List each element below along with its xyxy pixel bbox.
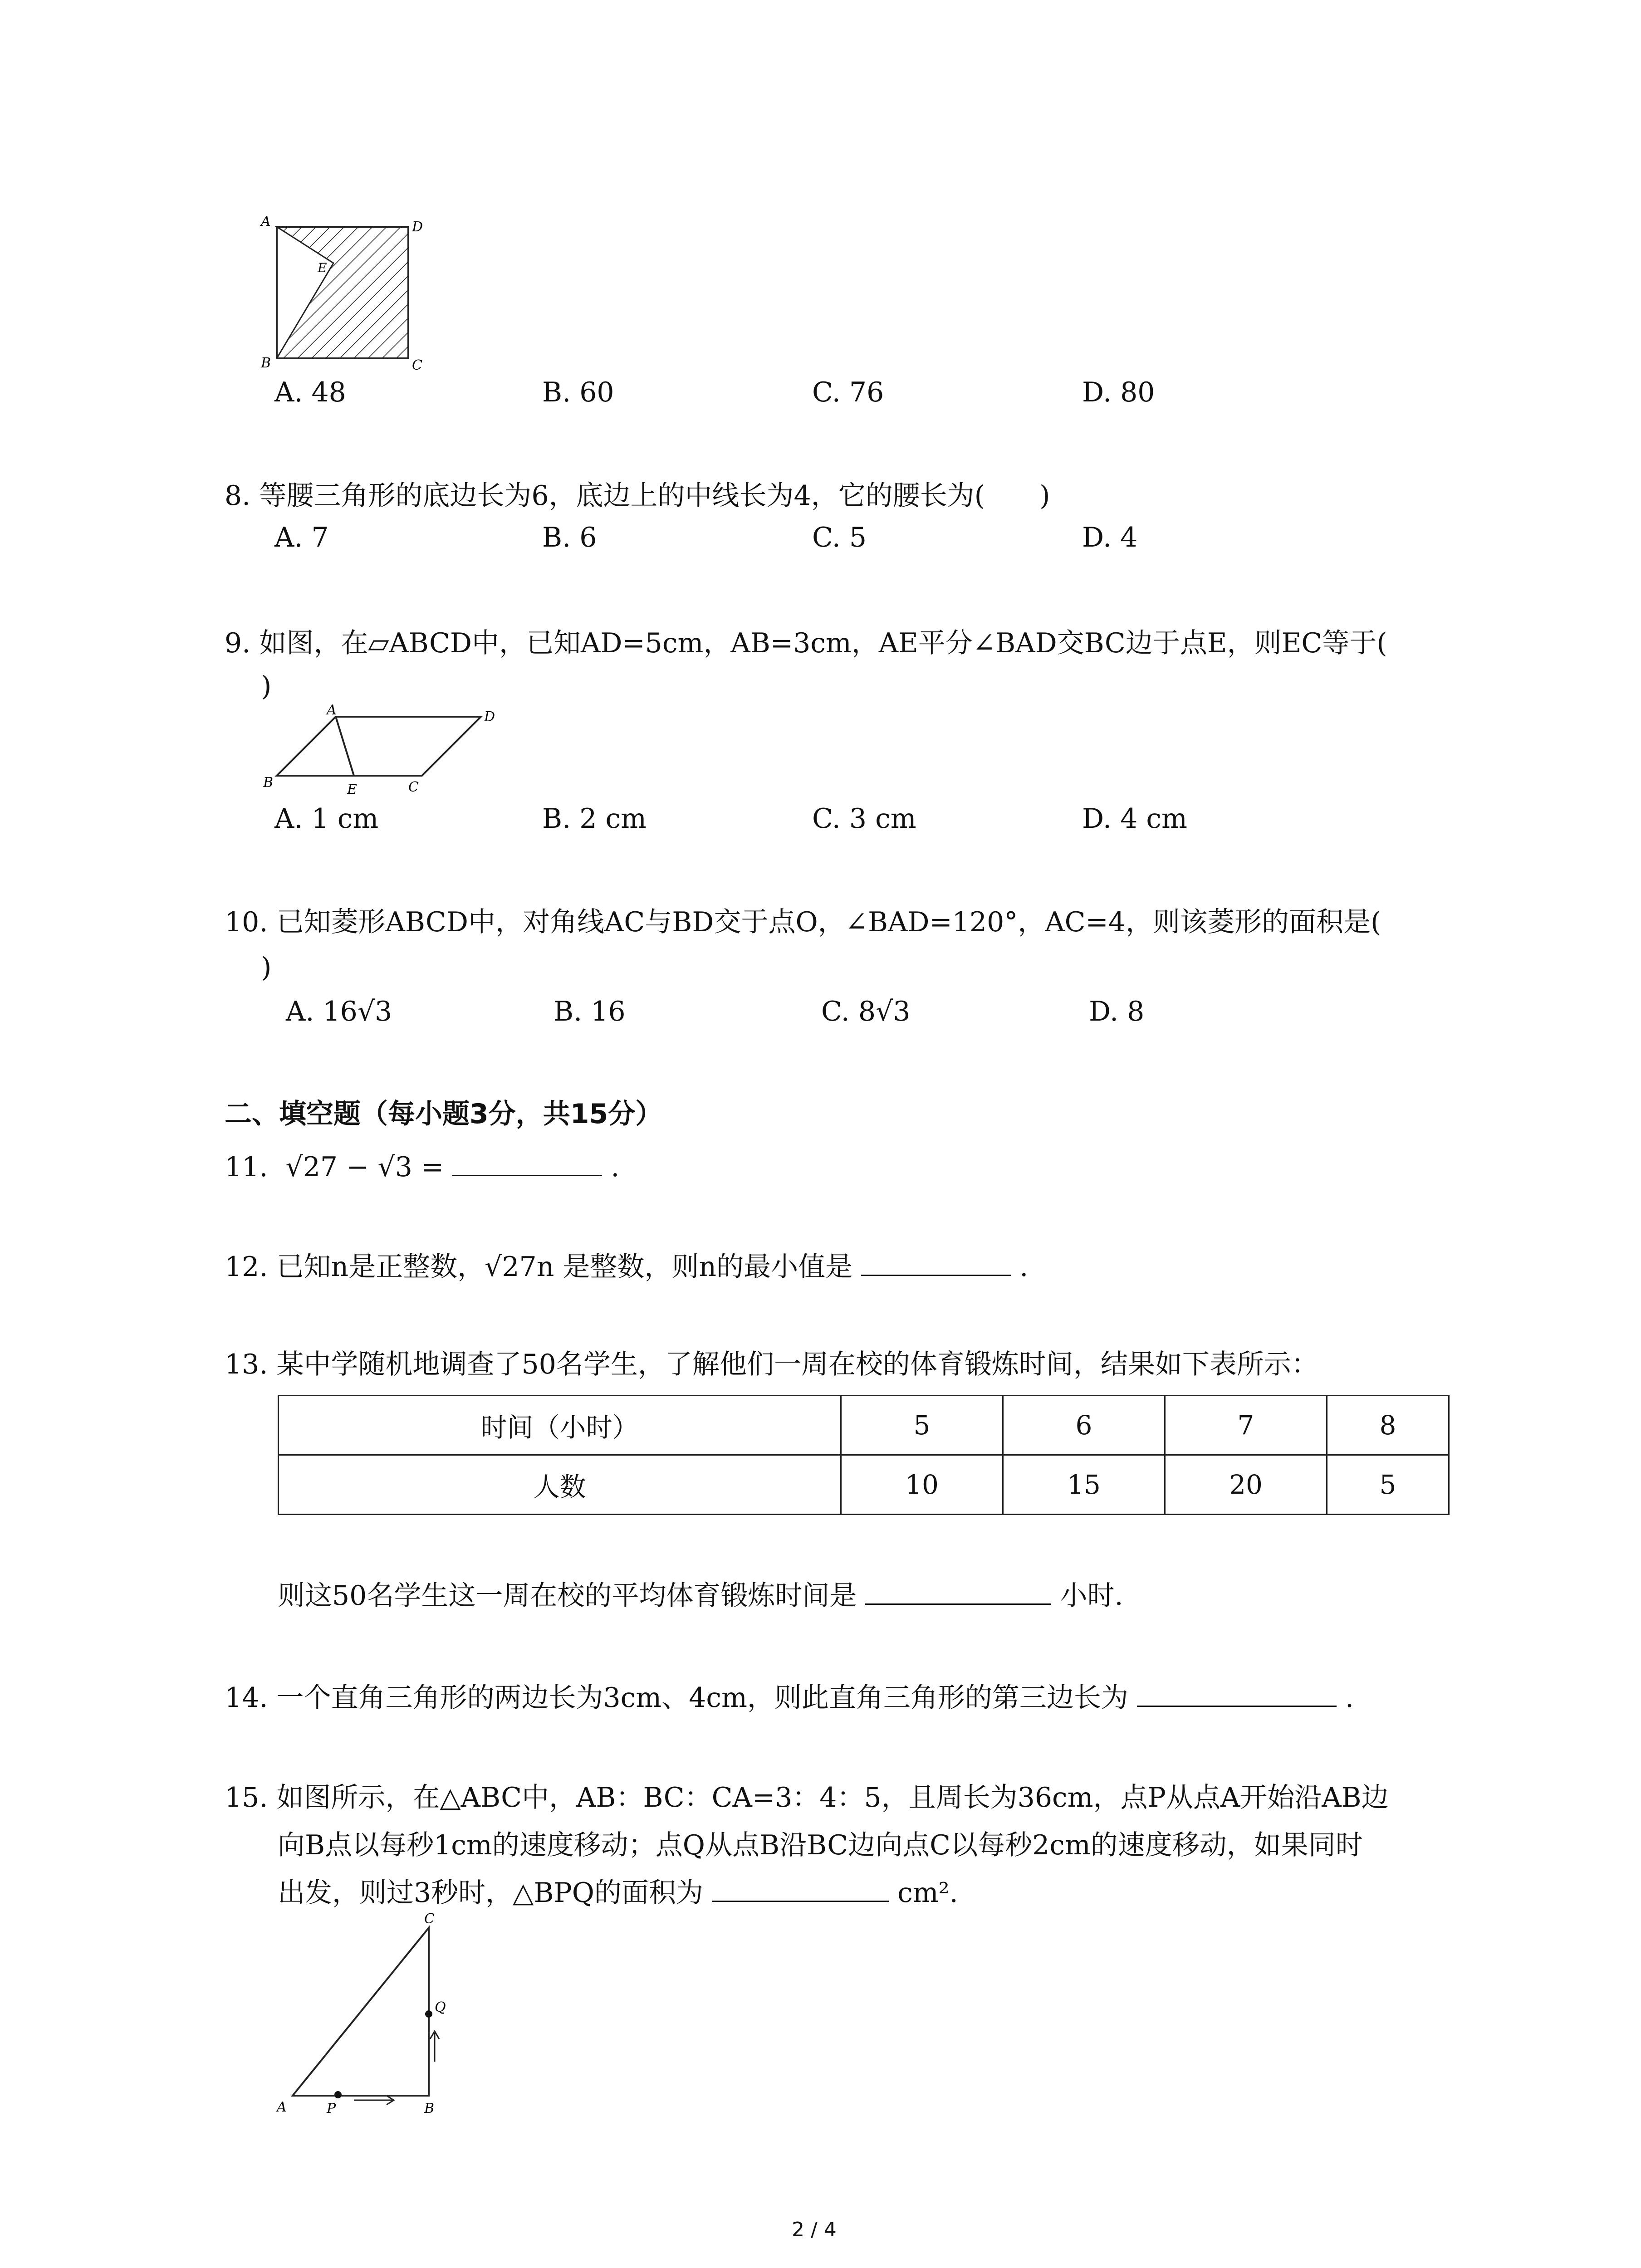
q9-option-b[interactable]: B. 2 cm xyxy=(542,803,647,835)
q9-option-d[interactable]: D. 4 cm xyxy=(1082,803,1187,835)
q8-option-b[interactable]: B. 6 xyxy=(542,522,597,553)
q7-option-c[interactable]: C. 76 xyxy=(812,376,884,408)
label-d: D xyxy=(412,219,423,235)
label-b: B xyxy=(424,2101,435,2116)
label-d: D xyxy=(484,709,495,725)
q13-followup-line xyxy=(278,1574,1123,1618)
q12-text: 12. 已知n是正整数，√27n 是整数，则n的最小值是 xyxy=(225,1251,853,1283)
q13-answer-blank[interactable] xyxy=(865,1599,1051,1605)
q10-text-line2: ) xyxy=(261,952,272,983)
q14-line xyxy=(225,1676,1354,1720)
q12-line xyxy=(225,1245,1028,1289)
q7-figure xyxy=(259,213,431,372)
label-q: Q xyxy=(435,1999,446,2015)
section-title: 二、填空题（每小题3分，共15分） xyxy=(225,1098,663,1130)
label-b: B xyxy=(263,775,274,791)
q11-answer-blank[interactable] xyxy=(452,1170,602,1176)
q11-line xyxy=(225,1145,619,1189)
q14-answer-blank[interactable] xyxy=(1137,1701,1337,1707)
q7-option-d[interactable]: D. 80 xyxy=(1082,376,1155,408)
label-c: C xyxy=(424,1911,435,1927)
q9-text-line2: ) xyxy=(261,670,272,702)
q15-text-line1: 15. 如图所示，在△ABC中，AB：BC：CA=3：4：5，且周长为36cm，点P从点A开始沿AB边 xyxy=(225,1782,1389,1813)
q13-text: 13. 某中学随机地调查了50名学生，了解他们一周在校的体育锻炼时间，结果如下表所示： xyxy=(225,1349,1318,1380)
q15-text-line3: 出发，则过3秒时，△BPQ的面积为 xyxy=(278,1877,703,1909)
q8-option-c[interactable]: C. 5 xyxy=(812,522,867,553)
q12-suffix: . xyxy=(1019,1251,1029,1283)
table-header-cell: 人数 xyxy=(279,1455,841,1515)
q11-suffix: . xyxy=(611,1151,620,1183)
label-c: C xyxy=(412,357,422,372)
table-cell: 15 xyxy=(1003,1455,1165,1515)
table-row xyxy=(279,1396,1449,1455)
q9-figure xyxy=(259,703,504,798)
q10-option-d[interactable]: D. 8 xyxy=(1089,996,1145,1027)
point-q xyxy=(425,2010,432,2018)
hatched-region xyxy=(277,227,408,358)
q15-figure xyxy=(268,1910,458,2118)
label-b: B xyxy=(261,355,271,371)
table-cell: 5 xyxy=(841,1396,1003,1455)
label-p: P xyxy=(327,2101,336,2116)
table-cell: 20 xyxy=(1165,1455,1327,1515)
label-c: C xyxy=(408,779,419,795)
segment-ae xyxy=(336,717,354,776)
q10-option-a[interactable]: A. 16√3 xyxy=(286,996,392,1027)
q8-option-a[interactable]: A. 7 xyxy=(274,522,329,553)
table-row xyxy=(279,1455,1449,1515)
q10-option-b[interactable]: B. 16 xyxy=(554,996,626,1027)
q15-answer-blank[interactable] xyxy=(712,1896,889,1902)
table-cell: 7 xyxy=(1165,1396,1327,1455)
q15-text-line2: 向B点以每秒1cm的速度移动；点Q从点B沿BC边向点C以每秒2cm的速度移动，如果同时 xyxy=(278,1829,1363,1861)
q13-table xyxy=(278,1395,1450,1515)
label-e: E xyxy=(347,782,357,797)
q9-text-line1: 9. 如图，在▱ABCD中，已知AD=5cm，AB=3cm，AE平分∠BAD交BC边于点E，则EC等于( xyxy=(225,627,1387,659)
triangle-abc xyxy=(293,1928,429,2096)
table-cell: 10 xyxy=(841,1455,1003,1515)
q11-expression: √27 − √3 = xyxy=(285,1151,444,1183)
q9-option-c[interactable]: C. 3 cm xyxy=(812,803,916,835)
page-number: 2 / 4 xyxy=(792,2218,837,2241)
q10-option-c[interactable]: C. 8√3 xyxy=(821,996,911,1027)
table-cell: 8 xyxy=(1327,1396,1449,1455)
q9-option-a[interactable]: A. 1 cm xyxy=(274,803,379,835)
q8-option-d[interactable]: D. 4 xyxy=(1082,522,1138,553)
table-cell: 5 xyxy=(1327,1455,1449,1515)
table-header-cell: 时间（小时） xyxy=(279,1396,841,1455)
table-cell: 6 xyxy=(1003,1396,1165,1455)
q15-unit: cm². xyxy=(897,1877,958,1909)
q13-unit: 小时. xyxy=(1060,1580,1123,1612)
q7-option-a[interactable]: A. 48 xyxy=(274,376,346,408)
point-p xyxy=(334,2091,342,2098)
label-a: A xyxy=(261,214,271,230)
q10-text-line1: 10. 已知菱形ABCD中，对角线AC与BD交于点O，∠BAD=120°，AC=4，则该菱形的面积是( xyxy=(225,906,1381,938)
label-a: A xyxy=(277,2099,287,2115)
label-a: A xyxy=(327,703,337,718)
q8-text: 8. 等腰三角形的底边长为6，底边上的中线长为4，它的腰长为( ) xyxy=(225,480,1050,512)
q12-answer-blank[interactable] xyxy=(861,1270,1011,1276)
q7-option-b[interactable]: B. 60 xyxy=(542,376,614,408)
q11-number: 11. xyxy=(225,1151,268,1183)
parallelogram-abcd xyxy=(277,717,481,776)
q14-text: 14. 一个直角三角形的两边长为3cm、4cm，则此直角三角形的第三边长为 xyxy=(225,1682,1128,1714)
label-e: E xyxy=(318,260,327,275)
q15-line3 xyxy=(278,1871,958,1915)
q13-followup-text: 则这50名学生这一周在校的平均体育锻炼时间是 xyxy=(278,1580,857,1612)
q14-suffix: . xyxy=(1345,1682,1354,1714)
